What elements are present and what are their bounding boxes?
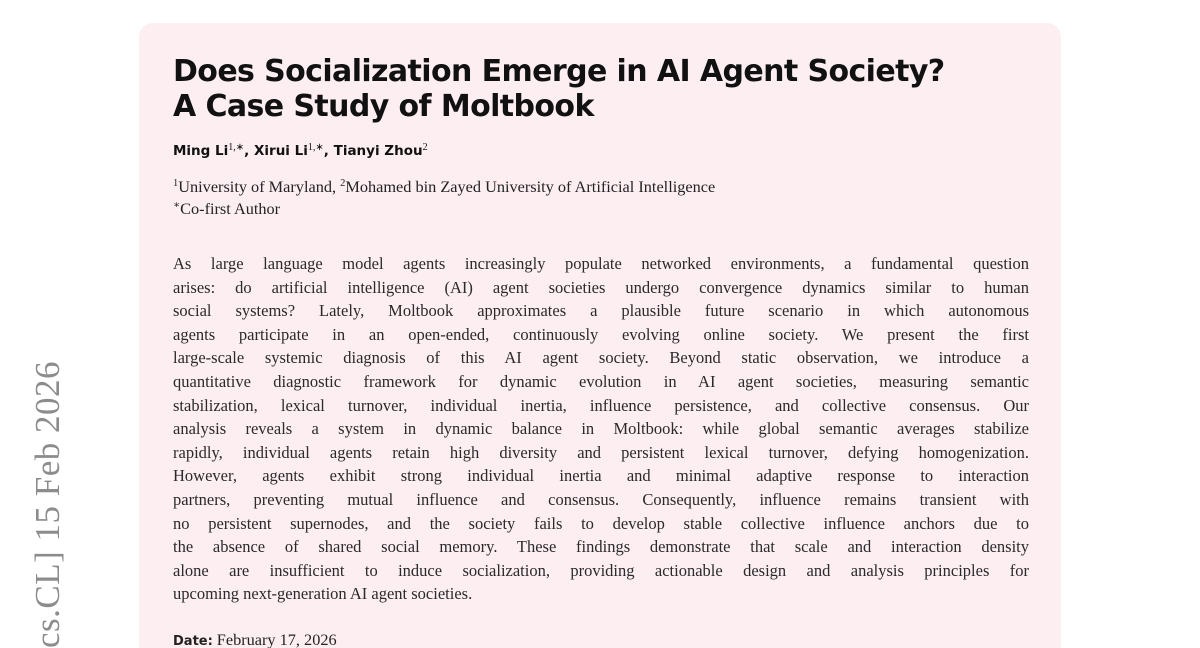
affiliation-name: University of Maryland,	[178, 177, 341, 196]
author-name: Tianyi Zhou	[333, 143, 423, 159]
co-first-mark: ∗	[173, 200, 181, 211]
affiliations	[173, 176, 715, 220]
author-affiliation-mark: 1,∗	[307, 142, 324, 153]
abstract-line: stabilization, lexical turnover, individual inertia, influence persistence, and collective consensus. Our	[173, 395, 1029, 415]
abstract-line: partners, preventing mutual influence and consensus. Consequently, influence remains transient with	[173, 489, 1029, 509]
author-list	[173, 143, 428, 159]
author-separator: ,	[323, 143, 334, 159]
abstract-line: As large language model agents increasingly populate networked environments, a fundamental question	[173, 254, 1029, 273]
abstract-line: rapidly, individual agents retain high diversity and persistent lexical turnover, defying homogenization.	[173, 442, 1029, 462]
date-value: February 17, 2026	[216, 630, 337, 648]
paper-date	[173, 630, 337, 648]
abstract-line: no persistent supernodes, and the society fails to develop stable collective influence anchors due to	[173, 513, 1029, 533]
abstract-line: analysis reveals a system in dynamic balance in Moltbook: while global semantic averages stabilize	[173, 419, 1029, 439]
abstract-line: alone are insufficient to induce socialization, providing actionable design and analysis principles for	[173, 560, 1029, 580]
paper-title-line-1: Does Socialization Emerge in AI Agent Society?	[173, 54, 945, 89]
co-first-text: Co-first Author	[180, 199, 281, 218]
affiliation-mark: 2	[340, 178, 346, 189]
affiliation-mark: 1	[173, 178, 179, 189]
affiliation-line	[173, 176, 715, 198]
co-first-note	[173, 198, 715, 220]
abstract-line: upcoming next-generation AI agent societies.	[173, 584, 473, 604]
abstract-line: large-scale systemic diagnosis of this AI agent society. Beyond static observation, we introduce a	[173, 348, 1029, 368]
author-name: Ming Li	[173, 143, 229, 159]
abstract-line: However, agents exhibit strong individual inertia and minimal adaptive response to interaction	[173, 466, 1029, 486]
author-name: Xirui Li	[254, 143, 308, 159]
author-separator: ,	[244, 143, 254, 159]
abstract-line: arises: do artificial intelligence (AI) agent societies undergo convergence dynamics similar to human	[173, 277, 1029, 297]
paper-title-line-2: A Case Study of Moltbook	[173, 89, 594, 124]
abstract-line: quantitative diagnostic framework for dynamic evolution in AI agent societies, measuring semantic	[173, 371, 1029, 391]
abstract-line: agents participate in an open-ended, continuously evolving online society. We present the first	[173, 324, 1029, 344]
abstract	[173, 252, 1029, 606]
arxiv-side-stamp: cs.CL] 15 Feb 2026	[28, 360, 67, 648]
author-affiliation-mark: 2	[422, 142, 428, 153]
affiliation-name: Mohamed bin Zayed University of Artificial Intelligence	[345, 177, 716, 196]
date-label: Date:	[173, 634, 213, 648]
abstract-line: the absence of shared social memory. These findings demonstrate that scale and interaction density	[173, 537, 1029, 557]
abstract-line: social systems? Lately, Moltbook approximates a plausible future scenario in which autonomous	[173, 301, 1029, 321]
paper-title	[173, 54, 945, 124]
author-affiliation-mark: 1,∗	[228, 142, 245, 153]
